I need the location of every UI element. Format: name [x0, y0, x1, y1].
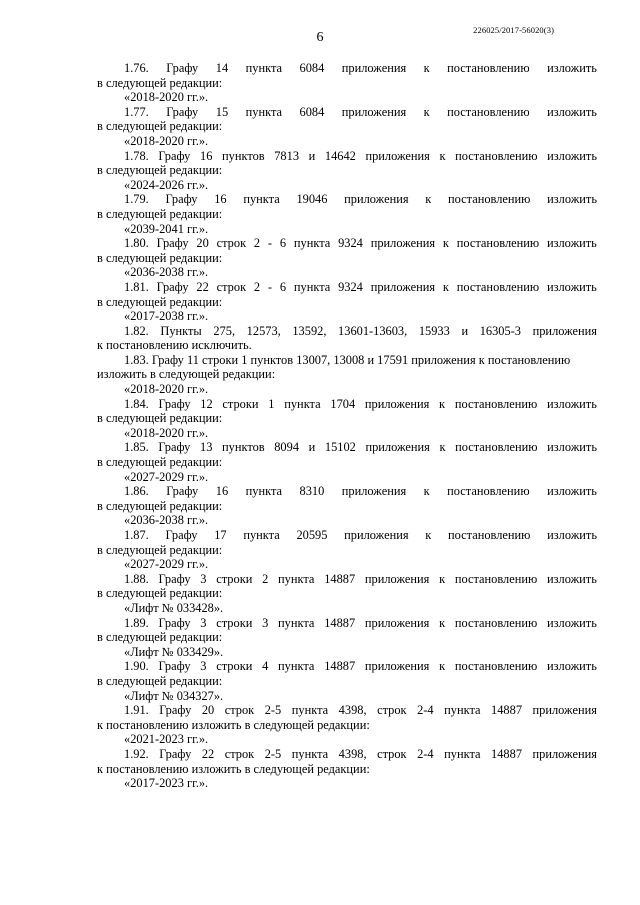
word: приложения	[341, 484, 407, 499]
word: 22	[201, 746, 215, 761]
amendment-item	[97, 659, 597, 703]
word: Графу	[158, 148, 191, 163]
amendment-continuation: в следующей редакции:	[97, 498, 223, 513]
amendment-first-line	[97, 192, 597, 207]
word: 2-5	[264, 703, 282, 718]
word: постановлению	[447, 484, 530, 499]
amendment-item	[97, 484, 597, 528]
amendment-item	[97, 440, 597, 484]
word: приложения	[370, 279, 436, 294]
word: 1.88.	[124, 571, 149, 586]
word: постановлению	[456, 279, 540, 294]
amendment-item	[97, 324, 597, 353]
word: строки	[216, 615, 253, 630]
word: 9324	[338, 279, 363, 294]
amendment-new-value: «2017-2038 гг.».	[124, 309, 209, 324]
document-body	[97, 61, 597, 791]
word: 14887	[491, 746, 523, 761]
word: 1.90.	[124, 659, 149, 674]
word: к	[423, 484, 430, 499]
amendment-continuation: в следующей редакции:	[97, 586, 223, 601]
amendment-continuation: в следующей редакции:	[97, 455, 223, 470]
word: приложения	[532, 323, 597, 338]
word: Графу	[158, 615, 191, 630]
word: Графу	[166, 484, 199, 499]
amendment-new-value: «2018-2020 гг.».	[124, 133, 209, 148]
word: 3	[200, 659, 207, 674]
word: Графу	[158, 659, 191, 674]
word: приложения	[370, 236, 436, 251]
amendment-new-value: «2018-2020 гг.».	[124, 382, 209, 397]
word: 15	[215, 104, 229, 119]
amendment-continuation: в следующей редакции:	[97, 294, 223, 309]
word: к	[442, 236, 449, 251]
word: 16	[215, 484, 229, 499]
word: постановлению	[447, 104, 530, 119]
word: 1.80.	[124, 236, 149, 251]
amendment-continuation: в следующей редакции:	[97, 673, 223, 688]
amendment-first-line	[97, 280, 597, 295]
word: пункта	[243, 528, 280, 542]
document-registration-number: 226025/2017-56020(3)	[473, 25, 554, 35]
word: строки	[216, 571, 253, 586]
word: 14887	[324, 571, 356, 586]
amendment-item	[97, 747, 597, 791]
word: приложения	[344, 528, 409, 542]
word: 2-5	[264, 746, 282, 761]
word: пункта	[284, 396, 321, 411]
amendment-new-value: «2027-2029 гг.».	[124, 557, 209, 572]
word: изложить	[547, 192, 597, 207]
word: постановлению	[455, 148, 538, 163]
word: 1704	[330, 396, 356, 411]
word: приложения	[365, 440, 430, 455]
word: строки	[222, 396, 259, 411]
word: 8310	[299, 484, 325, 499]
amendment-continuation: в следующей редакции:	[97, 630, 223, 645]
word: к	[439, 615, 446, 630]
amendment-first-line	[97, 528, 597, 543]
word: пункта	[243, 192, 280, 207]
word: к	[423, 61, 430, 75]
word: пунктов	[222, 440, 265, 455]
word: 6	[279, 279, 287, 294]
word: 1.83. Графу 11 строки 1 пунктов 13007, 13008 и 17591 приложения к постановлению	[124, 352, 571, 367]
word: и	[461, 323, 469, 338]
word: 2-4	[417, 746, 434, 761]
word: изложить	[547, 148, 597, 163]
word: к	[425, 528, 432, 542]
word: изложить	[547, 571, 597, 586]
word: строк	[216, 279, 247, 294]
amendment-continuation: к постановлению исключить.	[97, 338, 252, 353]
word: 14642	[324, 148, 356, 163]
amendment-continuation: изложить в следующей редакции:	[97, 367, 276, 382]
word: Графу	[159, 703, 192, 718]
amendment-first-line	[97, 236, 597, 251]
amendment-item	[97, 61, 597, 105]
word: 16	[214, 192, 227, 207]
word: 14887	[324, 615, 356, 630]
word: 19046	[296, 192, 328, 207]
word: изложить	[547, 61, 597, 75]
word: изложить	[546, 279, 597, 294]
word: пункта	[245, 61, 283, 75]
word: Графу	[165, 528, 198, 542]
word: 1.84.	[124, 396, 149, 411]
word: пункта	[291, 746, 329, 761]
word: 13592,	[292, 323, 327, 338]
word: 1	[268, 396, 275, 411]
amendment-new-value: «2039-2041 гг.».	[124, 221, 209, 236]
word: -	[267, 236, 273, 251]
amendment-first-line	[97, 703, 597, 718]
word: 20595	[296, 528, 328, 542]
word: 4398,	[338, 703, 367, 718]
word: 2	[253, 279, 261, 294]
word: 2	[262, 571, 269, 586]
word: пункта	[293, 279, 331, 294]
word: 1.92.	[124, 746, 149, 761]
amendment-continuation: в следующей редакции:	[97, 411, 223, 426]
word: 1.78.	[124, 148, 149, 163]
word: Графу	[165, 192, 198, 207]
word: Графу	[159, 746, 192, 761]
word: 2	[253, 236, 261, 251]
amendment-new-value: «2036-2038 гг.».	[124, 265, 209, 280]
amendment-item	[97, 703, 597, 747]
word: строк	[216, 236, 247, 251]
word: постановлению	[448, 192, 531, 207]
word: 12573,	[246, 323, 281, 338]
word: 1.76.	[124, 61, 149, 75]
word: 17	[214, 528, 227, 542]
word: изложить	[547, 659, 597, 674]
word: Графу	[156, 279, 189, 294]
amendment-item	[97, 528, 597, 572]
amendment-first-line	[97, 324, 597, 339]
word: Графу	[166, 61, 199, 75]
word: строки	[216, 659, 253, 674]
word: 1.86.	[124, 484, 149, 499]
word: Графу	[166, 104, 199, 119]
word: 3	[200, 571, 207, 586]
amendment-new-value: «2018-2020 гг.».	[124, 425, 209, 440]
word: к	[423, 104, 430, 119]
word: строк	[224, 746, 255, 761]
word: изложить	[547, 484, 597, 499]
word: Графу	[158, 396, 191, 411]
word: 8094	[274, 440, 300, 455]
amendment-new-value: «Лифт № 033428».	[124, 600, 224, 615]
word: приложения	[364, 659, 430, 674]
word: 1.79.	[124, 192, 149, 207]
word: Пункты	[160, 323, 202, 338]
amendment-item	[97, 149, 597, 193]
word: приложения	[532, 746, 597, 761]
word: пункта	[245, 104, 283, 119]
word: 4398,	[338, 746, 367, 761]
word: строк	[377, 703, 407, 718]
word: 6084	[299, 61, 325, 75]
word: 1.87.	[124, 528, 149, 542]
word: 16305-3	[479, 323, 521, 338]
word: пункта	[278, 659, 315, 674]
word: постановлению	[454, 396, 538, 411]
word: приложения	[364, 396, 430, 411]
word: изложить	[547, 104, 597, 119]
word: строк	[377, 746, 407, 761]
amendment-item	[97, 616, 597, 660]
word: 1.91.	[124, 703, 149, 718]
amendment-new-value: «2036-2038 гг.».	[124, 513, 209, 528]
amendment-new-value: «Лифт № 034327».	[124, 688, 224, 703]
word: к	[439, 440, 446, 455]
word: 6084	[299, 104, 325, 119]
word: 6	[279, 236, 287, 251]
word: 3	[262, 615, 269, 630]
amendment-item	[97, 572, 597, 616]
word: к	[442, 279, 449, 294]
word: 20	[201, 703, 215, 718]
amendment-continuation: к постановлению изложить в следующей редакции:	[97, 761, 370, 776]
word: 7813	[274, 148, 300, 163]
amendment-item	[97, 192, 597, 236]
amendment-new-value: «2021-2023 гг.».	[124, 732, 209, 747]
word: 1.81.	[124, 279, 149, 294]
word: 9324	[338, 236, 363, 251]
amendment-continuation: в следующей редакции:	[97, 163, 223, 178]
word: 13601-13603,	[338, 323, 408, 338]
word: строк	[224, 703, 255, 718]
word: к	[439, 396, 446, 411]
word: приложения	[364, 615, 430, 630]
page-number: 6	[316, 30, 324, 45]
amendment-continuation: в следующей редакции:	[97, 75, 223, 90]
word: и	[308, 148, 316, 163]
amendment-first-line	[97, 659, 597, 674]
amendment-item	[97, 353, 597, 397]
amendment-first-line	[97, 397, 597, 412]
word: пунктов	[222, 148, 265, 163]
word: пункта	[444, 703, 481, 718]
word: постановлению	[454, 615, 538, 630]
word: постановлению	[448, 528, 531, 542]
amendment-item	[97, 397, 597, 441]
word: изложить	[547, 615, 597, 630]
amendment-new-value: «2017-2023 гг.».	[124, 776, 209, 791]
word: пункта	[278, 615, 315, 630]
word: к	[439, 148, 446, 163]
amendment-item	[97, 236, 597, 280]
word: 1.85.	[124, 440, 149, 455]
word: 14887	[324, 659, 356, 674]
word: приложения	[364, 571, 430, 586]
amendment-new-value: «Лифт № 033429».	[124, 644, 224, 659]
amendment-continuation: к постановлению изложить в следующей редакции:	[97, 717, 370, 732]
amendment-first-line	[97, 747, 597, 762]
word: пункта	[291, 703, 329, 718]
word: постановлению	[454, 571, 538, 586]
word: приложения	[532, 703, 597, 718]
amendment-item	[97, 280, 597, 324]
amendment-first-line	[97, 105, 597, 120]
word: изложить	[546, 236, 597, 251]
amendment-continuation: в следующей редакции:	[97, 206, 223, 221]
word: 1.77.	[124, 104, 149, 119]
word: пункта	[293, 236, 331, 251]
word: 1.89.	[124, 615, 149, 630]
word: 15933	[418, 323, 450, 338]
word: изложить	[547, 528, 597, 542]
word: 2-4	[417, 703, 434, 718]
amendment-continuation: в следующей редакции:	[97, 119, 223, 134]
word: 4	[262, 659, 269, 674]
amendment-new-value: «2027-2029 гг.».	[124, 469, 209, 484]
word: 22	[196, 279, 209, 294]
word: 14	[215, 61, 229, 75]
word: 14887	[491, 703, 523, 718]
amendment-first-line	[97, 616, 597, 631]
amendment-new-value: «2018-2020 гг.».	[124, 90, 209, 105]
amendment-continuation: в следующей редакции:	[97, 542, 223, 557]
word: постановлению	[454, 659, 538, 674]
word: приложения	[344, 192, 409, 207]
word: постановлению	[447, 61, 530, 75]
amendment-item	[97, 105, 597, 149]
word: к	[425, 192, 432, 207]
word: Графу	[158, 571, 191, 586]
amendment-first-line	[97, 149, 597, 164]
word: 16	[200, 148, 213, 163]
word: пункта	[278, 571, 315, 586]
word: Графу	[158, 440, 191, 455]
word: 13	[200, 440, 213, 455]
word: изложить	[547, 396, 597, 411]
word: 1.82.	[124, 323, 149, 338]
word: 3	[200, 615, 207, 630]
amendment-first-line	[97, 484, 597, 499]
word: Графу	[156, 236, 189, 251]
word: приложения	[341, 61, 407, 75]
amendment-first-line	[97, 353, 597, 368]
word: 12	[200, 396, 213, 411]
word: -	[267, 279, 273, 294]
word: 15102	[324, 440, 356, 455]
amendment-new-value: «2024-2026 гг.».	[124, 177, 209, 192]
word: постановлению	[455, 440, 538, 455]
word: к	[439, 571, 446, 586]
amendment-first-line	[97, 440, 597, 455]
word: и	[308, 440, 316, 455]
word: пункта	[444, 746, 481, 761]
word: 20	[196, 236, 209, 251]
amendment-continuation: в следующей редакции:	[97, 250, 223, 265]
word: изложить	[547, 440, 597, 455]
word: 275,	[213, 323, 236, 338]
amendment-first-line	[97, 572, 597, 587]
word: приложения	[365, 148, 430, 163]
word: постановлению	[456, 236, 540, 251]
word: приложения	[341, 104, 407, 119]
amendment-first-line	[97, 61, 597, 76]
word: пункта	[245, 484, 283, 499]
word: к	[439, 659, 446, 674]
